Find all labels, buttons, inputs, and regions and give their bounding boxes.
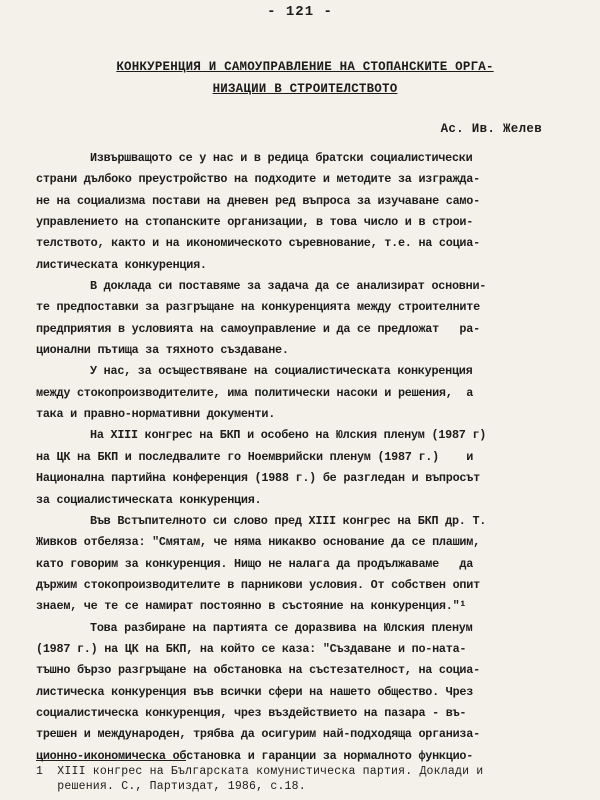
- author-name: Ас. Ив. Желев: [440, 122, 542, 136]
- body-line: трешен и международен, трябва да осигурим най-подходяща организа-: [36, 727, 480, 742]
- body-line: На XIII конгрес на БКП и особено на Юлския пленум (1987 г): [90, 428, 487, 443]
- body-line: държим стокопроизводителите в парникови условия. От собствен опит: [36, 577, 480, 592]
- body-line: Това разбиране на партията се доразвива на Юлския пленум: [90, 620, 473, 635]
- body-line: телството, както и на икономическото съревнование, т.е. на социа-: [36, 236, 480, 251]
- body-line: ционални пътища за тяхното създаване.: [36, 343, 289, 358]
- body-line: листическата конкуренция.: [36, 257, 207, 272]
- body-line: знаем, че те се намират постоянно в състояние на конкуренция."¹: [36, 599, 467, 614]
- body-line: така и правно-нормативни документи.: [36, 407, 276, 422]
- body-line: предприятия в условията на самоуправление и да се предложат ра-: [36, 321, 480, 336]
- title-line-2: НИЗАЦИИ В СТРОИТЕЛСТВОТО: [212, 82, 398, 96]
- body-line: не на социализма постави на дневен ред въпроса за изучаване само-: [36, 193, 480, 208]
- body-line: Във Встъпителното си слово пред XIII конгрес на БКП др. Т.: [90, 513, 487, 528]
- title-line-1: КОНКУРЕНЦИЯ И САМОУПРАВЛЕНИЕ НА СТОПАНСКИТЕ ОРГА-: [116, 60, 494, 74]
- body-line: (1987 г.) на ЦК на БКП, на който се каза: "Създаване и по-ната-: [36, 641, 467, 656]
- body-line: социалистическа конкуренция, чрез въздействието на пазара - въ-: [36, 705, 467, 720]
- body-line: за социалистическата конкуренция.: [36, 492, 262, 507]
- body-line: Национална партийна конференция (1988 г.) бе разгледан и въпросът: [36, 471, 480, 486]
- footnote: [36, 764, 588, 794]
- body-line: на ЦК на БКП и последвалите го Ноемврийски пленум (1987 г.) и: [36, 449, 474, 464]
- body-line: В доклада си поставяме за задача да се анализират основни-: [90, 279, 487, 294]
- footnote-line-2: решения. С., Партиздат, 1986, с.18.: [36, 780, 306, 793]
- body-line: управлението на стопанските организации, в това число и в строи-: [36, 215, 474, 230]
- body-line: тъшно бързо разгръщане на обстановка на състезателност, на социа-: [36, 663, 480, 678]
- footnote-divider: [36, 760, 186, 761]
- body-line: страни дълбоко преустройство на подходите и методите за изгражда-: [36, 172, 480, 187]
- article-title: [60, 56, 550, 100]
- body-line: като говорим за конкуренция. Нищо не налага да продължаваме да: [36, 556, 474, 571]
- body-line: те предпоставки за разгръщане на конкуренцията между строителните: [36, 300, 480, 315]
- footnote-line-1: 1 XIII конгрес на Българската комунистическа партия. Доклади и: [36, 765, 484, 778]
- body-line: между стокопроизводителите, има политически насоки и решения, а: [36, 385, 474, 400]
- body-line: листическа конкуренция във всички сфери на нашето общество. Чрез: [36, 684, 474, 699]
- body-line: Извършващото се у нас и в редица братски социалистически: [90, 151, 473, 165]
- body-line: Живков отбеляза: "Смятам, че няма никакво основание да се плашим,: [36, 535, 480, 550]
- page-number: - 121 -: [267, 4, 333, 20]
- body-line: У нас, за осъществяване на социалистическата конкуренция: [90, 364, 473, 379]
- article-body: [36, 148, 588, 767]
- body-line: ционно-икономическа обстановка и гаранции за нормалното функцио-: [36, 748, 474, 763]
